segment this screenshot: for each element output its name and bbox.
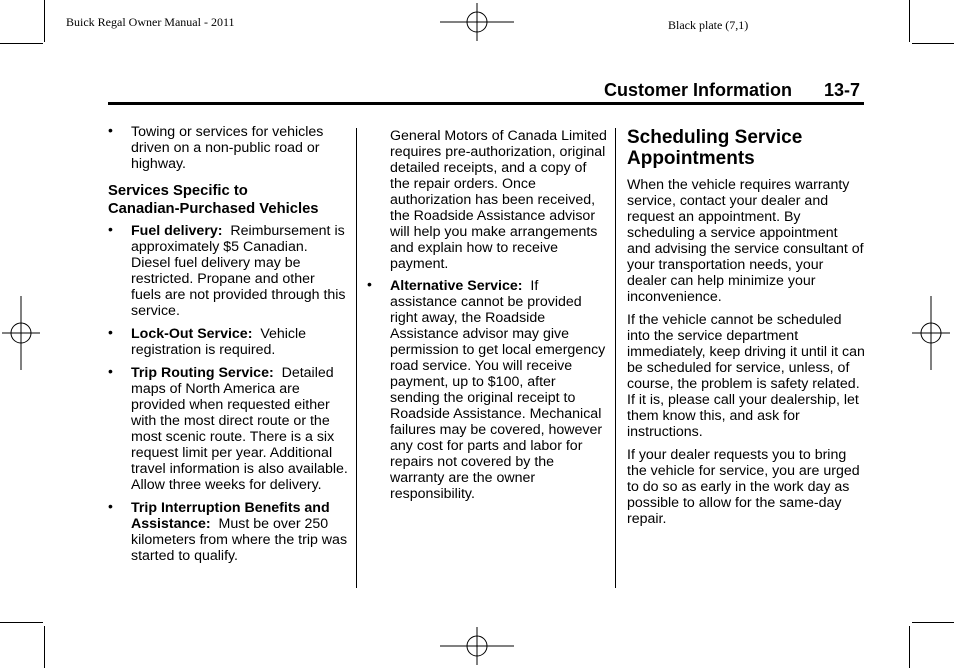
bullet-icon: • (367, 276, 372, 292)
list-item: • Alternative Service: If assistance cannot be provided right away, the Roadside Assistance advisor may give permission to get local emergency road service. You will receive payment, up to $100, after sending the original receipt to Roadside Assistance. Mechanical failures may be covered, however any cost for parts and labor for repairs not covered by the warranty are the owner responsibility. (367, 276, 606, 502)
crop-mark-tl-h (0, 43, 43, 44)
bullet-icon: • (108, 324, 113, 340)
plate-label: Black plate (7,1) (668, 18, 749, 32)
registration-mark-bottom (440, 627, 514, 665)
column-3 (627, 127, 865, 527)
list-item: • Fuel delivery: Reimbursement is approximately $5 Canadian. Diesel fuel delivery may be restricted. Propane and other fuels are not provided through this service. (108, 221, 346, 319)
header-rule (108, 102, 864, 105)
page-number: 13-7 (824, 80, 861, 100)
list-item: • Towing or services for vehicles driven on a non-public road or highway. (108, 122, 324, 172)
paragraph: If your dealer requests you to bring the vehicle for service, you are urged to do so as early in the work day as possible to allow for the same-day repair. (627, 447, 860, 527)
list-item: • Trip Routing Service: Detailed maps of North America are provided when requested either with the most direct route or the most scenic route. There is a six request limit per year. Additional travel information is also available. Allow three weeks for delivery. (108, 363, 348, 493)
subheading: Services Specific to Canadian-Purchased Vehicles (108, 183, 319, 217)
registration-mark-left (2, 296, 40, 370)
column-2 (367, 128, 609, 502)
bullet-icon: • (108, 498, 113, 514)
registration-mark-right (912, 296, 950, 370)
crop-mark-bl-v (44, 626, 45, 668)
list-item: • Trip Interruption Benefits and Assistance: Must be over 250 kilometers from where the trip was started to qualify. (108, 498, 348, 564)
bullet-icon: • (108, 221, 113, 237)
bullet-icon: • (108, 122, 113, 138)
column-divider-2 (615, 128, 616, 588)
section-title: Customer Information (604, 80, 793, 100)
continuation-paragraph: General Motors of Canada Limited requires pre-authorization, original detailed receipts, and a copy of the repair orders. Once authorization has been received, the Roadside Assistance advisor will help you make arrangements and explain how to receive payment. (390, 128, 607, 272)
bullet-icon: • (108, 363, 113, 379)
section-header (604, 80, 860, 101)
crop-mark-tr-h (912, 43, 954, 44)
paragraph: If the vehicle cannot be scheduled into the service department immediately, keep driving it until it can be scheduled for service, unless, of course, the problem is safety related. If it is, please call your dealership, let them know this, and ask for instructions. (627, 312, 865, 440)
section-heading: Scheduling Service Appointments (627, 127, 803, 169)
crop-mark-tr-v (909, 0, 910, 42)
list-item: • Lock-Out Service: Vehicle registration is required. (108, 324, 307, 358)
crop-mark-tl-v (44, 0, 45, 42)
paragraph: When the vehicle requires warranty service, contact your dealer and request an appointment. By scheduling a service appointment and advising the service consultant of your transportation needs, your dealer can help minimize your inconvenience. (627, 177, 864, 305)
column-divider-1 (356, 128, 357, 588)
crop-mark-br-v (909, 626, 910, 668)
crop-mark-br-h (912, 622, 954, 623)
manual-title: Buick Regal Owner Manual - 2011 (66, 15, 235, 29)
registration-mark-top (440, 3, 514, 41)
crop-mark-bl-h (0, 622, 43, 623)
column-1 (108, 124, 348, 564)
